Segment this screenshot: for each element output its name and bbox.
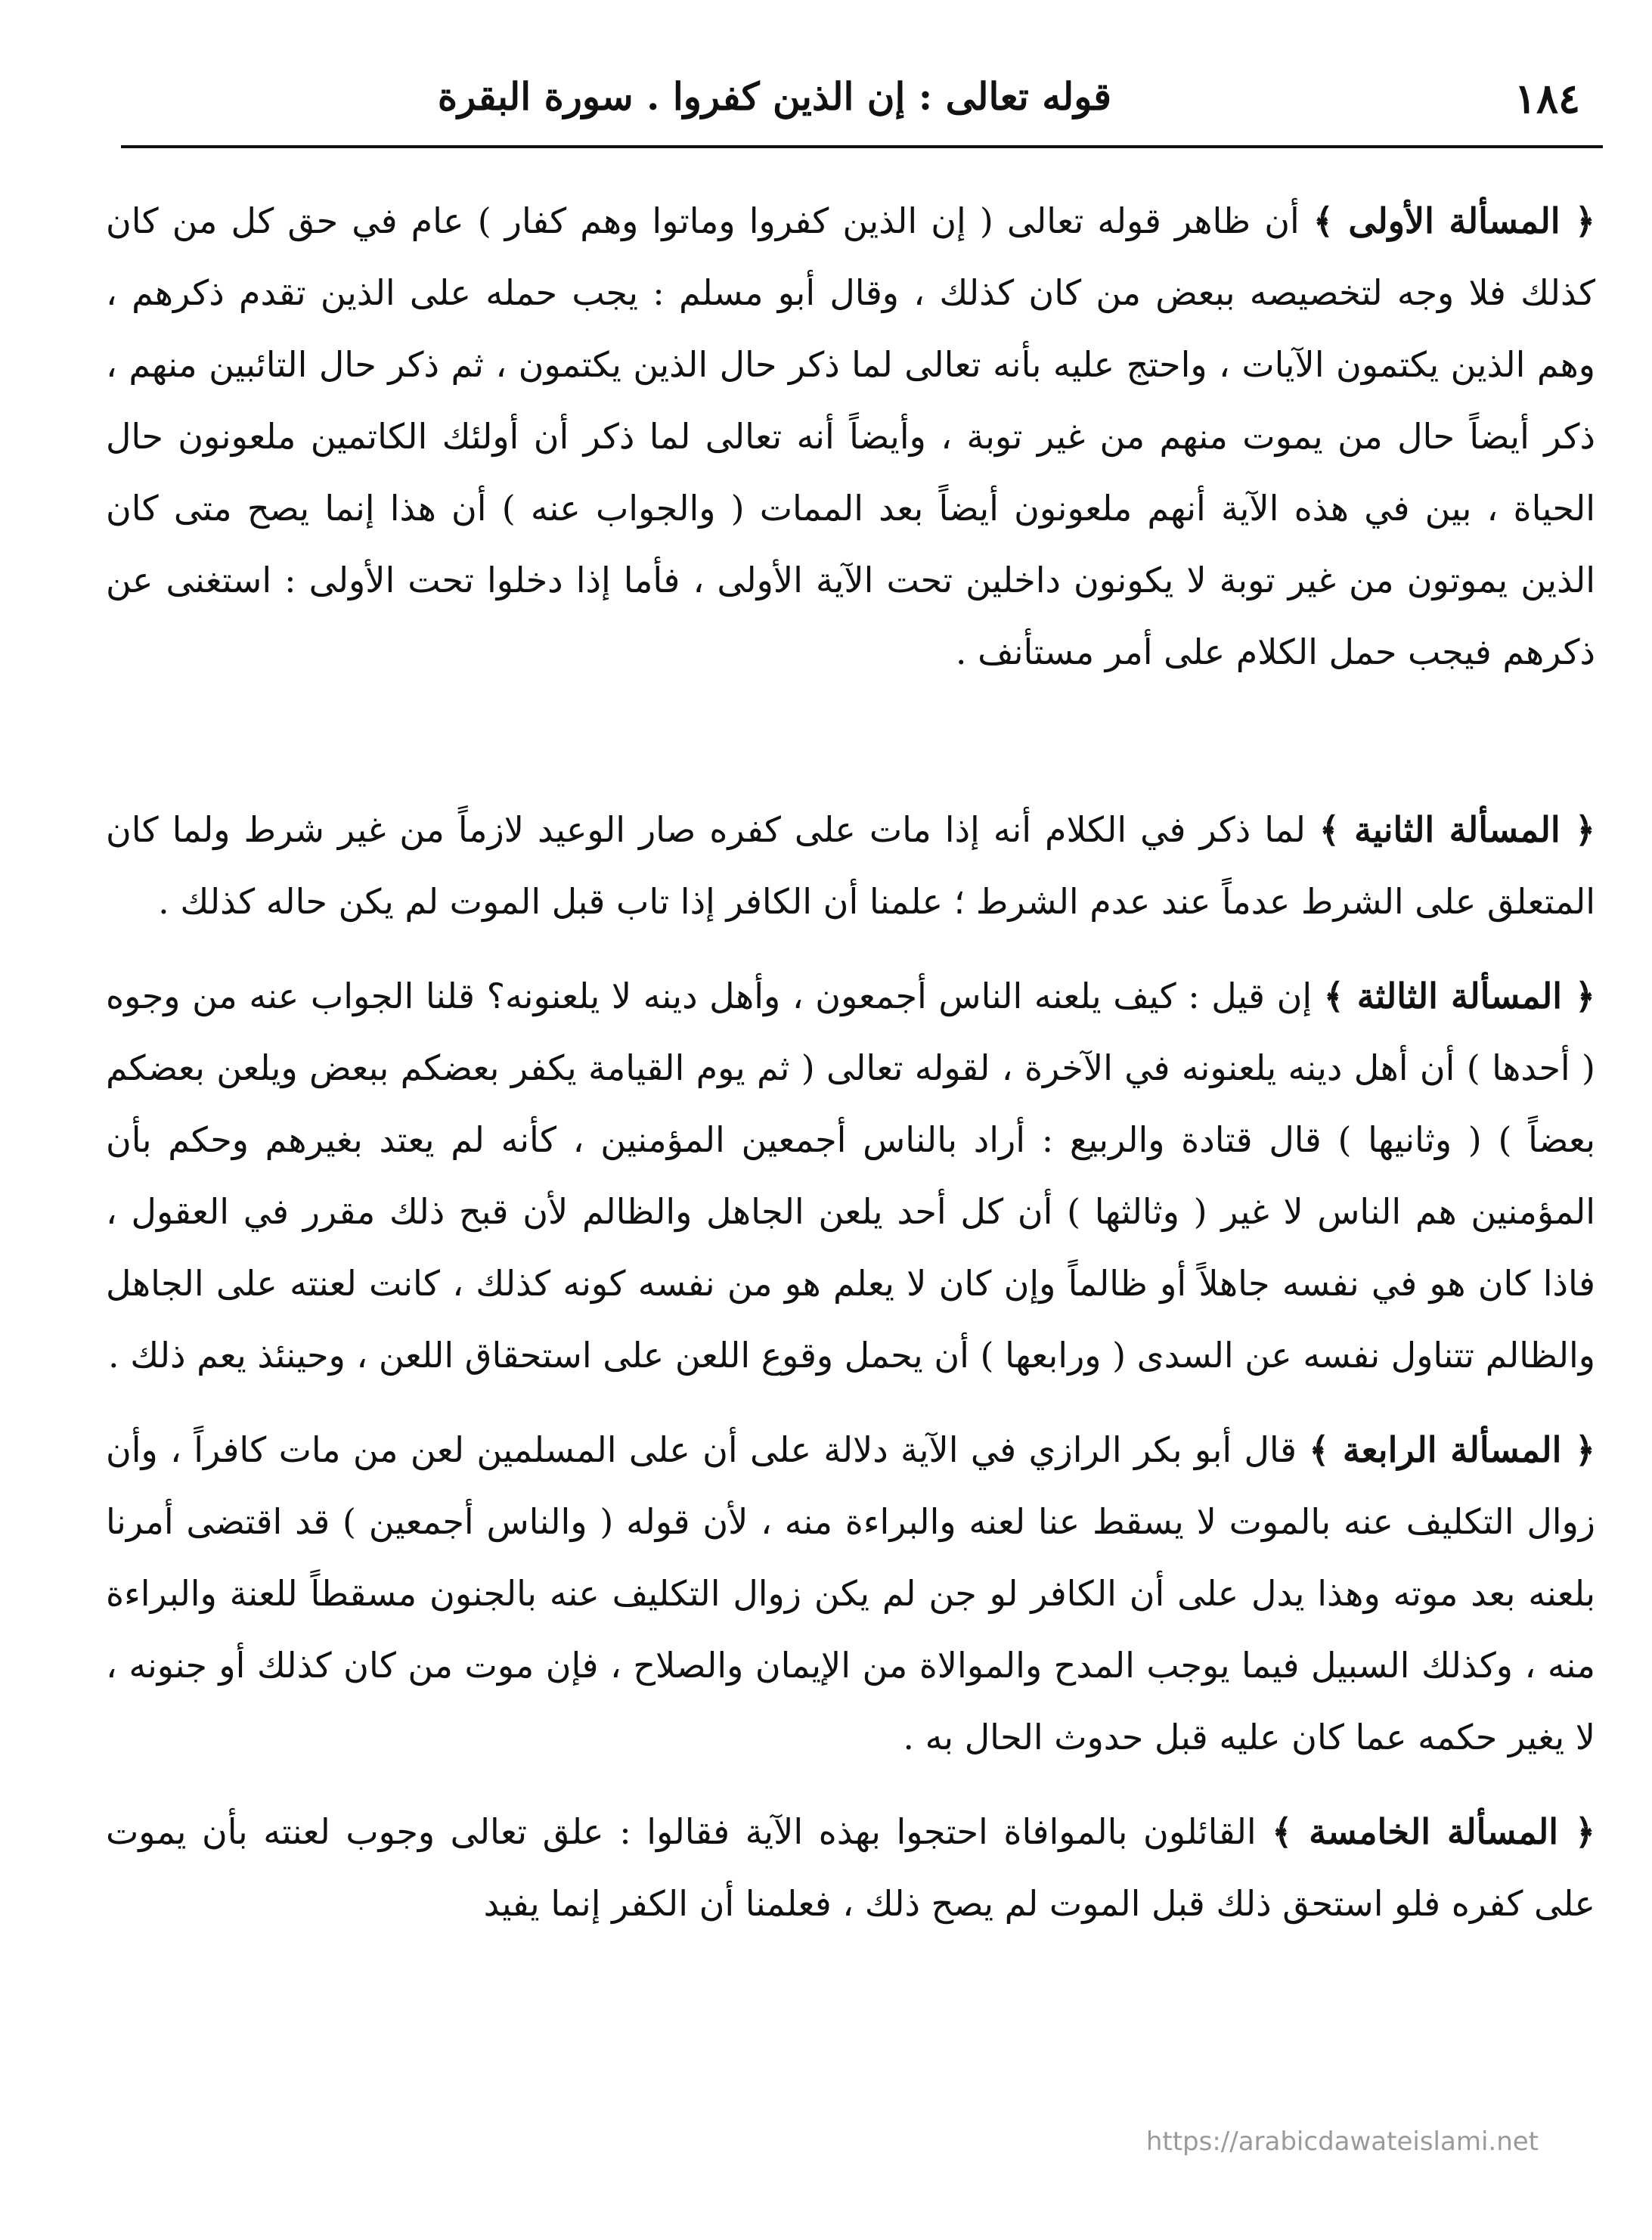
- issue-paragraph-3: [106, 960, 1595, 1391]
- issue-text-5: القائلون بالموافاة احتجوا بهذه الآية فقالوا : علق تعالى وجوب لعنته بأن يموت على كفره فلو استحق ذلك قبل الموت لم يصح ذلك ، فعلمنا أن الكفر إنما يفيد: [106, 1811, 1595, 1924]
- issue-title-3: ﴿ المسألة الثالثة ﴾: [1323, 976, 1595, 1016]
- issue-paragraph-5: [106, 1796, 1595, 1940]
- issue-title-2: ﴿ المسألة الثانية ﴾: [1319, 809, 1596, 850]
- issue-title-4: ﴿ المسألة الرابعة ﴾: [1309, 1429, 1596, 1470]
- issue-title-5: ﴿ المسألة الخامسة ﴾: [1272, 1811, 1595, 1852]
- page-header: [121, 74, 1595, 135]
- issue-paragraph-1: [106, 185, 1595, 688]
- issue-text-4: قال أبو بكر الرازي في الآية دلالة على أن على المسلمين لعن من مات كافراً ، وأن زوال التكليف عنه بالموت لا يسقط عنا لعنه والبراءة منه ، لأن قوله ( والناس أجمعين ) قد اقتضى أمرنا بلعنه بعد موته وهذا يدل على أن الكافر لو جن لم يكن زوال التكليف عنه بالجنون مسقطاً للعنة والبراءة منه ، وكذلك السبيل فيما يوجب المدح والموالاة من الإيمان والصلاح ، فإن موت من كان كذلك أو جنونه ، لا يغير حكمه عما كان عليه قبل حدوث الحال به .: [106, 1429, 1595, 1758]
- issue-paragraph-4: [106, 1414, 1595, 1773]
- body-text: [106, 185, 1595, 2121]
- issue-paragraph-2: [106, 794, 1595, 938]
- page-number: ١٨٤: [1514, 74, 1580, 123]
- issue-text-1: أن ظاهر قوله تعالى ( إن الذين كفروا وماتوا وهم كفار ) عام في حق كل من كان كذلك فلا وجه لتخصيصه ببعض من كان كذلك ، وقال أبو مسلم : يجب حمله على الذين تقدم ذكرهم ، وهم الذين يكتمون الآيات ، واحتج عليه بأنه تعالى لما ذكر حال الذين يكتمون ، ثم ذكر حال التائبين منهم ، ذكر أيضاً حال من يموت منهم من غير توبة ، وأيضاً أنه تعالى لما ذكر أن أولئك الكاتمين ملعونون حال الحياة ، بين في هذه الآية أنهم ملعونون أيضاً بعد الممات ( والجواب عنه ) أن هذا إنما يصح متى كان الذين يموتون من غير توبة لا يكونون داخلين تحت الآية الأولى ، فأما إذا دخلوا تحت الأولى : استغنى عن ذكرهم فيجب حمل الكلام على أمر مستأنف .: [106, 200, 1595, 672]
- running-title: قوله تعالى : إن الذين كفروا . سورة البقرة: [437, 74, 1111, 119]
- header-rule: [121, 145, 1603, 148]
- issue-text-3: إن قيل : كيف يلعنه الناس أجمعون ، وأهل دينه لا يلعنونه؟ قلنا الجواب عنه من وجوه ( أحدها ) أن أهل دينه يلعنونه في الآخرة ، لقوله تعالى ( ثم يوم القيامة يكفر بعضكم ببعض ويلعن بعضكم بعضاً ) ( وثانيها ) قال قتادة والربيع : أراد بالناس أجمعين المؤمنين ، كأنه لم يعتد بغيرهم وحكم بأن المؤمنين هم الناس لا غير ( وثالثها ) أن كل أحد يلعن الجاهل والظالم لأن قبح ذلك مقرر في العقول ، فاذا كان هو في نفسه جاهلاً أو ظالماً وإن كان لا يعلم هو من نفسه كونه كذلك ، كانت لعنته على الجاهل والظالم تتناول نفسه عن السدى ( ورابعها ) أن يحمل وقوع اللعن على استحقاق اللعن ، وحينئذ يعم ذلك .: [106, 976, 1596, 1376]
- issue-text-2: لما ذكر في الكلام أنه إذا مات على كفره صار الوعيد لازماً من غير شرط ولما كان المتعلق على الشرط عدماً عند عدم الشرط ؛ علمنا أن الكافر إذا تاب قبل الموت لم يكن حاله كذلك .: [106, 809, 1595, 922]
- footer-url: https://arabicdawateislami.net: [1145, 2127, 1539, 2157]
- issue-title-1: ﴿ المسألة الأولى ﴾: [1313, 200, 1595, 241]
